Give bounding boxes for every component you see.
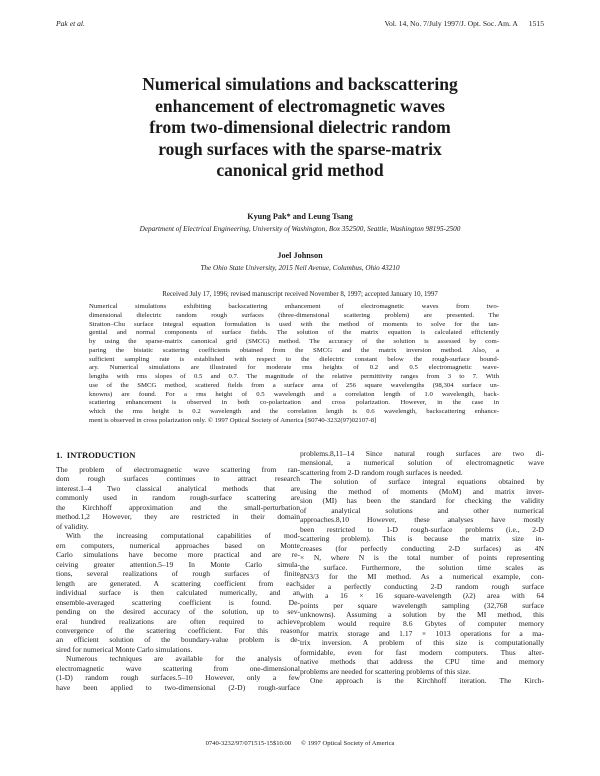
body-text-line: interest.1–4 Two classical analytical methods that are (56, 483, 300, 493)
section-heading-introduction: 1. INTRODUCTION (56, 450, 136, 460)
body-text-line: ern computers, numerical approaches based on Monte (56, 540, 300, 550)
abstract-line: Numerical simulations exhibiting backscattering enhancement of electromagnetic waves from two- (89, 303, 499, 310)
body-text-line: trix inversion. A problem of this size is computationally (300, 638, 544, 648)
body-text-line: scattering problem). This is because the matrix size in- (300, 534, 544, 544)
abstract (89, 303, 499, 426)
body-text-line: 8N3/3 for the MI method. As a numerical example, con- (300, 572, 544, 582)
body-text-line: with a 16 × 16 square-wavelength (λ2) area with 64 (300, 591, 544, 601)
body-text-line: the surface. Furthermore, the solution time scales as (300, 562, 544, 572)
body-text-line: sion (MI) has been the standard for checking the validity (300, 496, 544, 506)
body-text-line: dom rough surfaces continues to attract research (56, 474, 300, 484)
title-line: rough surfaces with the sparse-matrix (158, 138, 442, 159)
body-text-line: The problem of electromagnetic wave scattering from ran- (56, 465, 300, 474)
body-text-line: sired for numerical Monte Carlo simulations. (56, 644, 193, 654)
body-text-line: for matrix storage and 1.17 × 1013 operations for a ma- (300, 628, 544, 638)
body-text-line: points per square wavelength sampling (32,768 surface (300, 600, 544, 610)
body-text-line: convergence of the scattering coefficient. For this reason (56, 625, 300, 635)
title-line: enhancement of electromagnetic waves (155, 95, 445, 116)
abstract-line: ment is observed in cross polarization only. © 1997 Optical Society of America [S0740-3232(97)02107-8] (89, 416, 377, 424)
header-authors: Pak et al. (56, 19, 85, 28)
authors-primary: Kyung Pak* and Leung Tsang (247, 212, 353, 221)
affiliation-primary: Department of Electrical Engineering, University of Washington, Box 352500, Seattle, Washington 98195-2500 (139, 225, 461, 233)
body-text-line: the Kirchhoff approximation and the small-perturbation (56, 502, 300, 512)
body-text-line: unknowns). Assuming a solution by the MI method, this (300, 609, 544, 619)
body-text-line: an efficient solution of the boundary-value problem is de- (56, 635, 300, 645)
left-column (56, 449, 300, 692)
body-text-line: problems are needed for scattering problems of this size. (300, 666, 471, 676)
abstract-line: ary. Numerical simulations are illustrated for moderate rms heights of 0.2 and 0.5 electromagnetic wave- (89, 364, 499, 372)
abstract-line: knowns) are found. For a rms height of 0.5 wavelength and a correlation length of 1.0 wavelength, back- (89, 390, 499, 398)
body-text-line: of analytical solutions and other numerical (300, 505, 544, 515)
abstract-line: gential and normal components of surface fields. The solution of the matrix equation is calculated efficiently (89, 329, 499, 337)
abstract-line: scattering enhancement is observed in both co-polarization and cross polarization. However, in the case in (89, 399, 499, 407)
body-text-line: eral hundred realizations are often required to achieve (56, 616, 300, 626)
abstract-line: paring the bistatic scattering coefficients obtained from the SMCG and the matrix inversion method. Also, a (89, 346, 499, 354)
authors-secondary: Joel Johnson (277, 251, 323, 260)
abstract-line: dimensional dielectric random rough surfaces (three-dimensional scattering problem) are presented. The (89, 311, 499, 319)
abstract-line: Stratton–Chu surface integral equation formulation is used with the method of moments to solve for the tan- (89, 320, 499, 328)
body-text-line: been restricted to 1-D rough-surface problems (i.e., 2-D (300, 524, 544, 534)
title-line: canonical grid method (216, 160, 384, 180)
abstract-line: lengths with rms slopes of 0.5 and 0.7. The magnitude of the relative permittivity ranges from 3 to 7. With (89, 373, 499, 380)
body-text-line: ensemble-averaged scattering coefficient is found. De- (56, 597, 300, 607)
body-text-line: problems.8,11–14 Since natural rough surfaces are two di- (300, 449, 544, 458)
running-header (56, 19, 544, 29)
body-text-line: formidable, even for fast modern computers. Thus alter- (300, 647, 544, 657)
body-text-line: problem would require 8.6 Gbytes of computer memory (300, 619, 544, 629)
body-text-line: One approach is the Kirchhoff iteration. The Kirch- (310, 676, 544, 686)
paper-title (90, 74, 510, 182)
copyright-footer: 0740-3232/97/071515-15$10.00 © 1997 Optical Society of America (205, 740, 395, 747)
received-dates: Received July 17, 1996; revised manuscript received November 8, 1997; accepted January 10, 1997 (162, 291, 438, 298)
body-text-line: of validity. (56, 521, 89, 531)
body-text-line: native methods that address the CPU time and memory (300, 657, 544, 667)
body-text-line: sider a perfectly conducting 2-D random rough surface (300, 581, 544, 591)
body-text-line: Numerous techniques are available for the analysis of (66, 654, 300, 664)
body-text-line: creases (for perfectly conducting 2-D surfaces) as 4N (300, 543, 544, 553)
body-text-line: With the increasing computational capabilities of mod- (66, 531, 300, 541)
body-text-line: electromagnetic wave scattering from one-dimensional (56, 663, 300, 673)
body-text-line: mensional, a numerical solution of electromagnetic wave (300, 458, 544, 468)
abstract-line: by using the sparse-matrix canonical grid (SMCG) method. The accuracy of the solution is assessed by com- (89, 338, 499, 345)
body-text-line: individual surface is then calculated numerically, and an (56, 588, 300, 598)
body-text-line: have been applied to two-dimensional (2-D) rough-surface (56, 682, 300, 692)
body-text-line: × N, where N is the total number of points representing (300, 553, 544, 563)
header-journal-info: Vol. 14, No. 7/July 1997/J. Opt. Soc. Am. A 1515 (384, 19, 544, 28)
right-column (300, 449, 544, 686)
abstract-line: which the rms height is 0.2 wavelength and the correlation length is 0.6 wavelength, backscattering enhance- (89, 408, 499, 415)
abstract-line: use of the SMCG method, scattered fields from a surface area of 256 square wavelengths (98,304 surface un- (89, 381, 499, 389)
abstract-line: sufficient sampling rate is established with respect to the dielectric constant below the rough-surface bound- (89, 355, 499, 363)
body-text-line: ceiving greater attention.5–19 In Monte Carlo simula- (56, 559, 300, 569)
body-text-line: pending on the desired accuracy of the solution, up to sev- (56, 607, 300, 617)
body-text-line: scattering from 2-D random rough surfaces is needed. (300, 467, 463, 477)
body-text-line: (1-D) random rough surfaces.5–10 However, only a few (56, 673, 300, 683)
title-line: Numerical simulations and backscattering (142, 74, 458, 94)
body-text-line: tions, several realizations of rough surfaces of finite (56, 569, 300, 579)
affiliation-secondary: The Ohio State University, 2015 Neil Avenue, Columbus, Ohio 43210 (200, 264, 400, 272)
body-text-line: length are generated. A scattering coefficient from each (56, 578, 300, 588)
body-text-line: method.1,2 However, they are restricted in their domain (56, 512, 300, 522)
body-text-line: Carlo simulations have become more practical and are re- (56, 550, 300, 560)
body-text-line: commonly used in random rough-surface scattering are (56, 493, 300, 503)
body-text-line: using the method of moments (MoM) and matrix inver- (300, 486, 544, 496)
body-text-line: The solution of surface integral equations obtained by (310, 477, 544, 487)
body-text-line: approaches.8,10 However, these analyses have mostly (300, 515, 544, 525)
title-line: from two-dimensional dielectric random (149, 117, 451, 137)
